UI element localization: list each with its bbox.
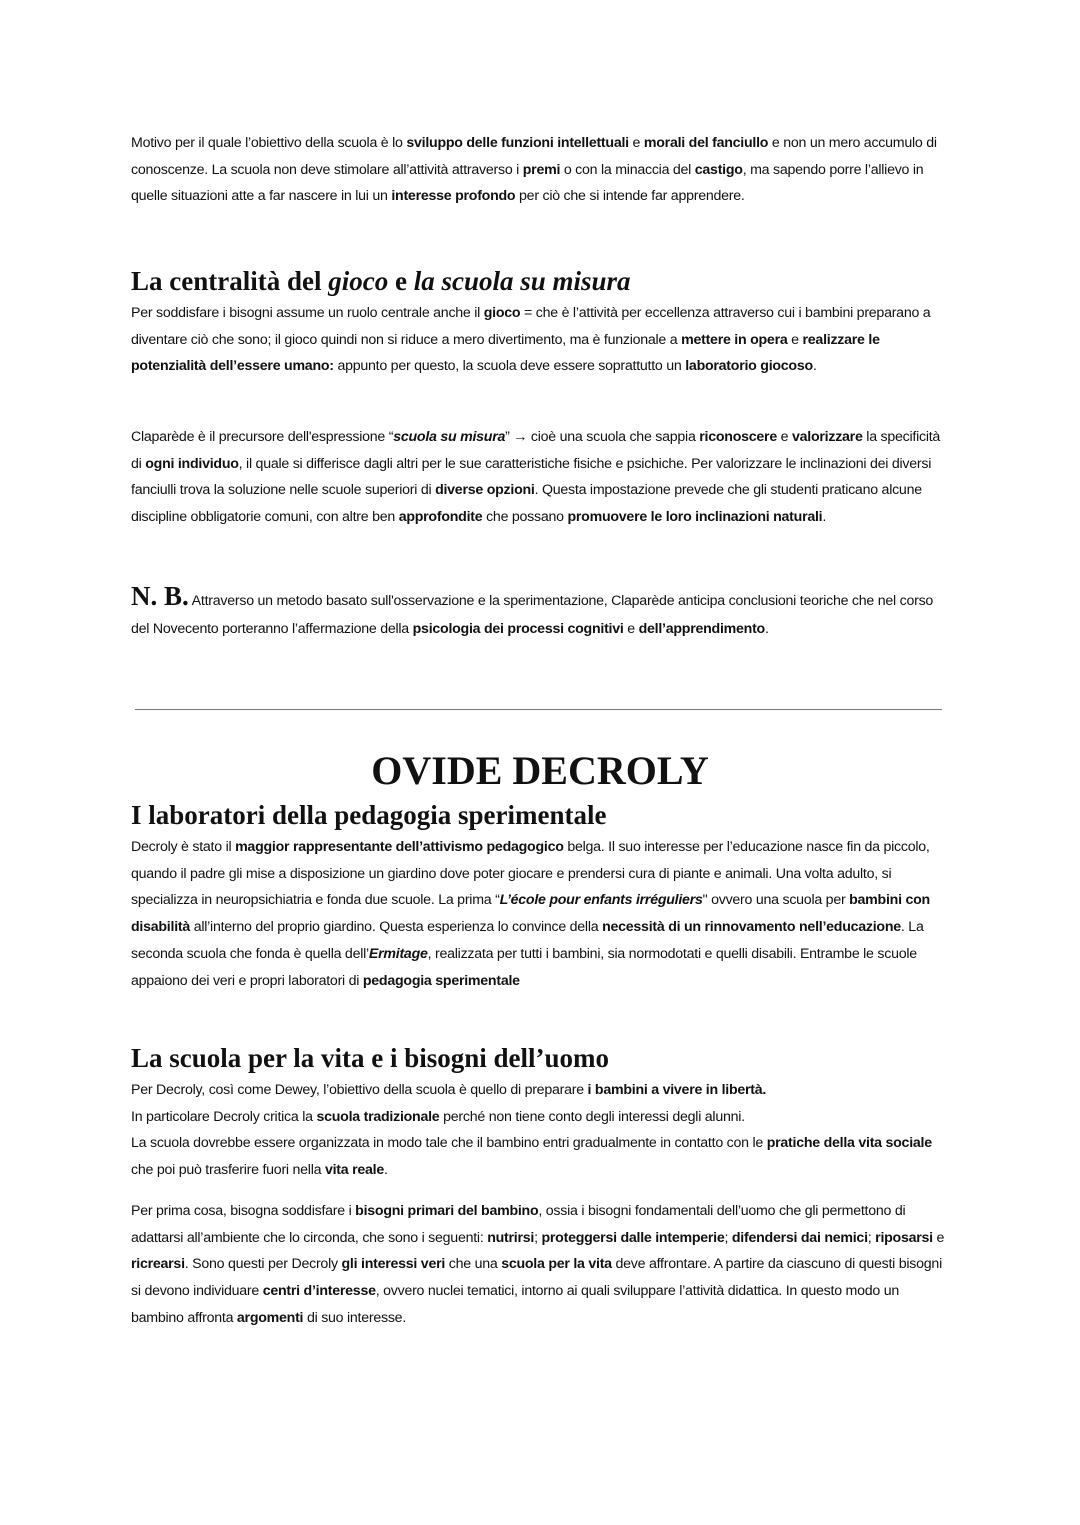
text-run: deve affrontare. A partire da ciascuno di questi bisogni si devono individuare bbox=[131, 1256, 942, 1300]
text-run: . bbox=[383, 1162, 388, 1179]
text-run: I laboratori della pedagogia sperimentale bbox=[131, 800, 607, 830]
text-run: . La seconda scuola che fonda è quella dell’ bbox=[131, 919, 924, 962]
text-run: Claparède è il precursore dell'espressione “ bbox=[131, 429, 394, 445]
text-run: o con la minaccia del bbox=[560, 161, 695, 178]
bold-text: argomenti bbox=[236, 1309, 304, 1326]
text-run: perché non tiene conto degli interessi degli alunni. La scuola dovrebbe essere organizzata in modo tale che il bambino entri gradualmente in contatto con le bbox=[131, 1108, 764, 1152]
bold-text: laboratorio giocoso bbox=[685, 358, 813, 375]
text-run: ; bbox=[534, 1229, 542, 1246]
section-divider bbox=[135, 709, 942, 710]
text-run: che possano bbox=[482, 509, 568, 526]
text-run: e bbox=[776, 429, 792, 445]
bold-text: scuola tradizionale bbox=[316, 1108, 440, 1125]
text-run: belga. Il suo interesse per l’educazione nasce fin da piccolo, quando il padre gli mise a disposizione un giardino dove poter giocare e prendersi cura di piante e animali. Una volta adulto, si specializza in neuropsichiatria e fonda due scuole. La prima “ bbox=[131, 839, 930, 909]
text-run: la specificità di bbox=[131, 429, 941, 472]
bold-text: i bambini a vivere in libertà. bbox=[587, 1082, 767, 1098]
text-run: e bbox=[932, 1229, 945, 1246]
text-run: La scuola per la vita e i bisogni dell’uomo bbox=[131, 1043, 610, 1073]
italic-text: gioco bbox=[328, 266, 389, 296]
text-run: . Questa impostazione prevede che gli studenti praticano alcune discipline obbligatorie comuni, con altre ben bbox=[131, 482, 922, 526]
text-run: , ovvero nuclei tematici, intorno ai quali sviluppare l’attività didattica. In questo modo un bambino affronta bbox=[131, 1283, 900, 1326]
bold-text: riconoscere bbox=[699, 429, 777, 445]
text-run: Motivo per il quale l’obiettivo della scuola è lo bbox=[131, 135, 407, 151]
bold-text: valorizzare bbox=[792, 429, 863, 445]
text-run: In particolare Decroly critica la bbox=[131, 1108, 313, 1125]
text-run: Attraverso un metodo basato sull'osservazione e la sperimentazione, Claparède anticipa conclusioni teoriche che nel corso del Novecento porteranno l’affermazione della bbox=[131, 593, 934, 637]
bold-text: sviluppo delle funzioni intellettuali bbox=[406, 135, 629, 151]
text-run: per ciò che si intende far apprendere. bbox=[515, 188, 745, 205]
text-run: Decroly è stato il bbox=[131, 839, 236, 855]
heading-laboratori bbox=[131, 799, 606, 831]
text-run: , ma sapendo porre l’allievo in quelle situazioni atte a far nascere in lui un bbox=[131, 161, 924, 205]
bold-text: L’école pour enfants irréguliers bbox=[499, 892, 703, 909]
text-run: all’interno del proprio giardino. Questa esperienza lo convince della bbox=[190, 919, 603, 936]
text-run: Per Decroly, così come Dewey, l’obiettivo della scuola è quello di preparare bbox=[131, 1082, 588, 1098]
paragraph-scuola-su-misura bbox=[131, 424, 949, 531]
bold-text: necessità di un rinnovamento nell’educazione bbox=[602, 919, 901, 936]
paragraph-obiettivo-scuola bbox=[131, 130, 949, 210]
bold-text: promuovere le loro inclinazioni naturali bbox=[567, 509, 823, 526]
page-title: OVIDE DECROLY bbox=[371, 748, 709, 793]
text-run: e bbox=[787, 331, 803, 348]
bold-text: ogni individuo bbox=[145, 455, 239, 472]
text-run: = che è l’attività per eccellenza attraverso cui i bambini preparano a diventare ciò che sono; il gioco quindi non si riduce a mero divertimento, ma è funzionale a bbox=[131, 305, 931, 348]
text-run: ; bbox=[724, 1229, 732, 1246]
bold-text: interesse profondo bbox=[391, 188, 516, 205]
text-run: Per soddisfare i bisogni assume un ruolo centrale anche il bbox=[131, 305, 484, 321]
text-run: che una bbox=[445, 1256, 502, 1273]
bold-text: gioco bbox=[483, 305, 521, 321]
text-run: , ossia i bisogni fondamentali dell’uomo che gli permettono di adattarsi all’ambiente che lo circonda, che sono i seguenti: bbox=[131, 1203, 906, 1246]
bold-text: scuola su misura bbox=[393, 429, 506, 445]
paragraph-gioco bbox=[131, 300, 949, 380]
bold-text: bambini con disabilità bbox=[131, 892, 930, 936]
bold-text: castigo bbox=[694, 161, 743, 178]
text-run: e non un mero accumulo di conoscenze. La scuola non deve stimolare all’attività attraverso i bbox=[131, 135, 937, 178]
bold-text: mettere in opera bbox=[681, 331, 788, 348]
italic-text: la scuola su misura bbox=[413, 266, 631, 296]
bold-text: approfondite bbox=[398, 509, 483, 526]
text-run: , il quale si differisce dagli altri per le sue caratteristiche fisiche e psichiche. Per valorizzare le inclinazioni dei diversi fanciulli trova la soluzione nelle scuole superiori di bbox=[131, 455, 932, 499]
text-run: , realizzata per tutti i bambini, sia normodotati e quelli disabili. Entrambe le scuole appaiono dei veri e propri laboratori di bbox=[131, 945, 917, 989]
bold-text: riposarsi bbox=[875, 1229, 933, 1246]
nota-bene-label: N. B. bbox=[131, 581, 189, 611]
heading-scuola-per-la-vita bbox=[131, 1042, 609, 1074]
text-run: appunto per questo, la scuola deve essere soprattutto un bbox=[333, 358, 686, 375]
bold-text: difendersi dai nemici bbox=[731, 1229, 868, 1246]
bold-text: realizzare le potenzialità dell’essere umano: bbox=[131, 331, 880, 375]
bold-text: centri d’interesse bbox=[262, 1283, 376, 1300]
paragraph-obiettivo-decroly bbox=[131, 1077, 949, 1184]
text-run: e bbox=[388, 266, 414, 296]
bold-text: dell’apprendimento bbox=[638, 621, 765, 637]
text-run: ” → cioè una scuola che sappia bbox=[505, 429, 700, 445]
bold-text: pedagogia sperimentale bbox=[362, 972, 520, 989]
text-run: . Sono questi per Decroly bbox=[184, 1256, 342, 1273]
bold-text: psicologia dei processi cognitivi bbox=[412, 621, 624, 637]
text-run: . bbox=[764, 621, 769, 637]
bold-text: bisogni primari del bambino bbox=[355, 1203, 539, 1219]
text-run: e bbox=[623, 621, 639, 637]
bold-text: diverse opzioni bbox=[435, 482, 535, 499]
text-run: che poi può trasferire fuori nella bbox=[131, 1162, 325, 1179]
paragraph-bisogni-primari bbox=[131, 1198, 949, 1332]
text-run: Per prima cosa, bisogna soddisfare i bbox=[131, 1203, 356, 1219]
bold-text: Ermitage bbox=[368, 945, 428, 962]
bold-text: nutrirsi bbox=[487, 1229, 535, 1246]
text-run: La centralità del bbox=[131, 266, 329, 296]
text-run: . bbox=[822, 509, 827, 526]
bold-text: gli interessi veri bbox=[341, 1256, 446, 1273]
bold-text: proteggersi dalle intemperie bbox=[541, 1229, 725, 1246]
paragraph-nota-bene bbox=[131, 582, 949, 643]
text-run: e bbox=[628, 135, 644, 151]
bold-text: maggior rappresentante dell’attivismo pedagogico bbox=[235, 839, 564, 855]
text-run: . bbox=[812, 358, 817, 375]
bold-text: scuola per la vita bbox=[501, 1256, 612, 1273]
bold-text: ricrearsi bbox=[131, 1256, 185, 1273]
bold-text: vita reale bbox=[324, 1162, 384, 1179]
bold-text: premi bbox=[522, 161, 561, 178]
bold-text: morali del fanciullo bbox=[643, 135, 769, 151]
text-run: di suo interesse. bbox=[303, 1309, 407, 1326]
paragraph-decroly-bio bbox=[131, 834, 949, 994]
text-run: ; bbox=[867, 1229, 876, 1246]
heading-centralita-gioco bbox=[131, 265, 631, 297]
text-run: " ovvero una scuola per bbox=[702, 892, 850, 909]
bold-text: pratiche della vita sociale bbox=[766, 1135, 932, 1152]
